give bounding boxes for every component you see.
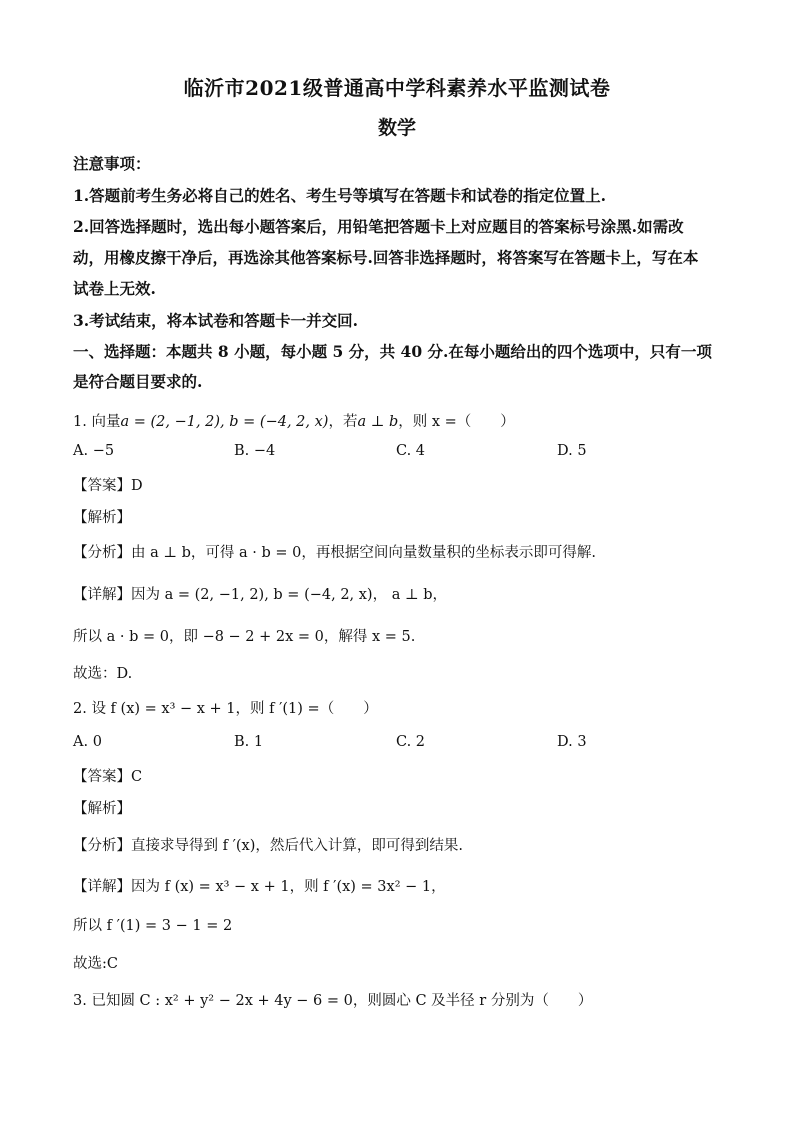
- question-1-number: 1.: [73, 414, 92, 430]
- q2-analysis: [73, 834, 463, 855]
- q1-detail-text: 因为 a = (2, −1, 2), b = (−4, 2, x)， a ⊥ b，: [131, 587, 447, 603]
- q1-analysis-text: 由 a ⊥ b，可得 a · b = 0，再根据空间向量数量积的坐标表示即可得解.: [131, 545, 596, 561]
- q2-option-b: B. 1: [234, 734, 264, 750]
- q2-step: 所以 f ′(1) = 3 − 1 = 2: [73, 918, 233, 934]
- question-3-number: 3.: [73, 993, 92, 1009]
- question-1-vector-b: b = (−4, 2, x): [229, 414, 329, 430]
- q1-step: 所以 a · b = 0，即 −8 − 2 + 2x = 0，解得 x = 5.: [73, 629, 416, 645]
- q2-choose: 故选:C: [73, 956, 118, 972]
- q1-option-b: B. −4: [234, 443, 276, 459]
- q1-analysis: [73, 541, 596, 562]
- question-2-stem: 设 f (x) = x³ − x + 1，则 f ′(1) =（ ）: [91, 701, 378, 717]
- question-3-stem: 已知圆 C : x² + y² − 2x + 4y − 6 = 0，则圆心 C 及半径 r 分别为（ ）: [91, 993, 593, 1009]
- q2-analysis-label: 【分析】: [73, 838, 131, 854]
- q1-jiexi: 【解析】: [73, 510, 131, 526]
- q1-detail: [73, 583, 447, 604]
- exam-subject: 数学: [377, 117, 416, 139]
- q2-jiexi: 【解析】: [73, 801, 131, 817]
- question-1-perp: a ⊥ b: [357, 414, 399, 430]
- note-2-line1: 2.回答选择题时，选出每小题答案后，用铅笔把答题卡上对应题目的答案标号涂黑.如需改: [73, 217, 684, 236]
- q2-option-d: D. 3: [557, 734, 587, 750]
- note-3: 3.考试结束，将本试卷和答题卡一并交回.: [73, 311, 359, 330]
- question-1-post: ，则 x =（ ）: [398, 414, 515, 430]
- q1-option-a: A. −5: [73, 443, 115, 459]
- question-1-vector-a: a = (2, −1, 2),: [120, 414, 230, 430]
- note-2-line2: 动，用橡皮擦干净后，再选涂其他答案标号.回答非选择题时，将答案写在答题卡上，写在本: [73, 248, 699, 267]
- q2-analysis-text: 直接求导得到 f ′(x)，然后代入计算，即可得到结果.: [131, 838, 463, 854]
- q1-choose: 故选：D.: [73, 666, 133, 682]
- q2-option-a: A. 0: [73, 734, 102, 750]
- q1-detail-label: 【详解】: [73, 587, 131, 603]
- exam-title: 临沂市2021级普通高中学科素养水平监测试卷: [183, 76, 611, 100]
- section-1-heading: 一、选择题：本题共 8 小题，每小题 5 分，共 40 分.在每小题给出的四个选项中，只有一项: [73, 342, 712, 361]
- q2-detail: [73, 875, 446, 896]
- q1-analysis-label: 【分析】: [73, 545, 131, 561]
- note-2-line3: 试卷上无效.: [73, 279, 156, 298]
- q2-option-c: C. 2: [396, 734, 426, 750]
- q1-option-c: C. 4: [396, 443, 426, 459]
- question-2-number: 2.: [73, 701, 92, 717]
- question-1: [73, 410, 515, 431]
- q2-answer: 【答案】C: [73, 769, 143, 785]
- question-1-mid: ，若: [328, 414, 358, 430]
- q2-detail-text: 因为 f (x) = x³ − x + 1，则 f ′(x) = 3x² − 1，: [131, 879, 446, 895]
- section-1-heading-cont: 是符合题目要求的.: [73, 372, 203, 391]
- q1-answer: 【答案】D: [73, 478, 143, 494]
- q1-option-d: D. 5: [557, 443, 587, 459]
- q2-detail-label: 【详解】: [73, 879, 131, 895]
- notes-heading: 注意事项：: [73, 154, 151, 173]
- question-1-pre: 向量: [91, 414, 121, 430]
- note-1: 1.答题前考生务必将自己的姓名、考生号等填写在答题卡和试卷的指定位置上.: [73, 186, 607, 205]
- question-2: [73, 697, 378, 718]
- question-3: [73, 989, 592, 1010]
